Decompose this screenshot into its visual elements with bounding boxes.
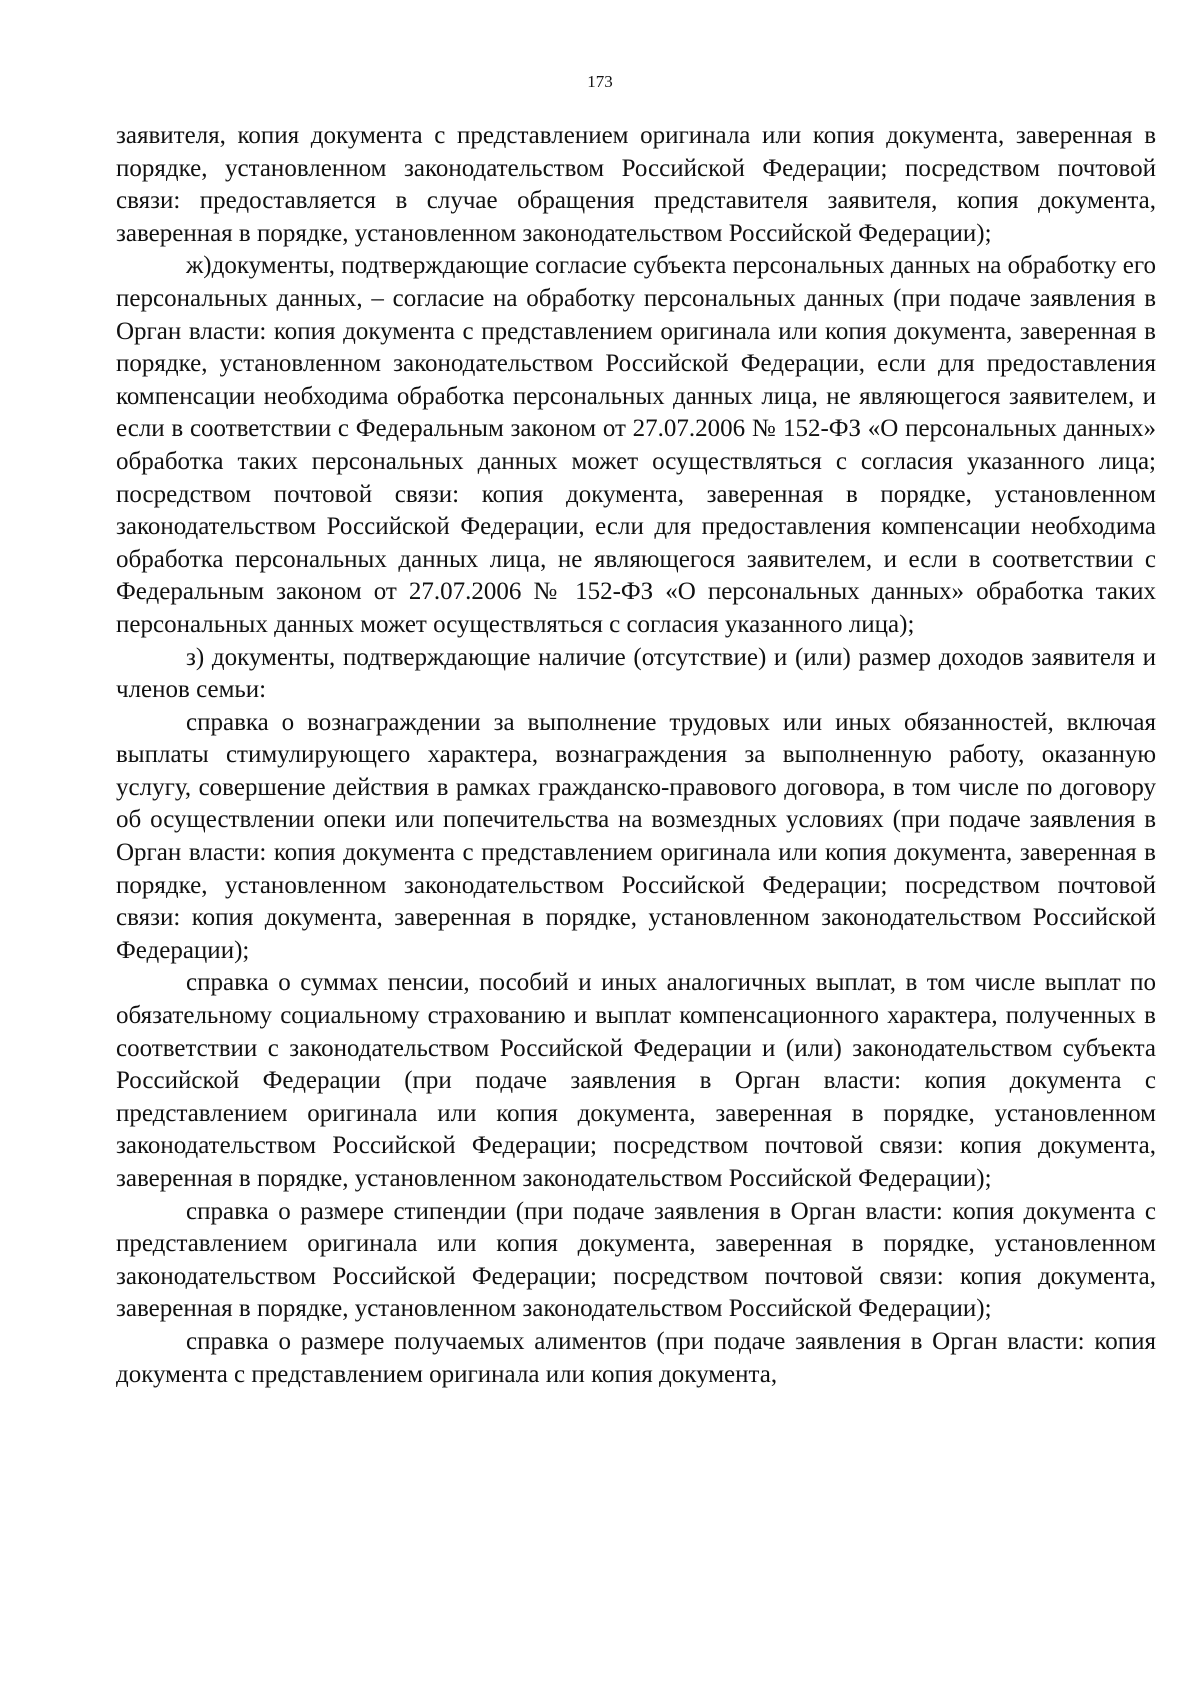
page-number: 173 [587,72,613,91]
paragraph-remuneration-certificate: справка о вознаграждении за выполнение трудовых или иных обязанностей, включая выплаты стимулирующего характера, вознаграждения за выполненную работу, оказанную услугу, совершение действия в рамках гражданско-правового договора, в том числе по договору об осуществлении опеки или попечительства на возмездных условиях (при подаче заявления в Орган власти: копия документа с представлением оригинала или копия документа, заверенная в порядке, установленном законодательством Российской Федерации; посредством почтовой связи: копия документа, заверенная в порядке, установленном законодательством Российской Федерации); [116,708,1156,964]
paragraph-item-zh: ж)документы, подтверждающие согласие субъекта персональных данных на обработку его персональных данных, – согласие на обработку персональных данных (при подаче заявления в Орган власти: копия документа с представлением оригинала или копия документа, заверенная в порядке, установленном законодательством Российской Федерации, если для предоставления компенсации необходима обработка персональных данных лица, не являющегося заявителем, и если в соответствии с Федеральным законом от 27.07.2006 № 152-ФЗ «О персональных данных» обработка таких персональных данных может осуществляться с согласия указанного лица; посредством почтовой связи: копия документа, заверенная в порядке, установленном законодательством Российской Федерации, если для предоставления компенсации необходима обработка персональных данных лица, не являющегося заявителем, и если в соответствии с Федеральным законом от 27.07.2006 № 152-ФЗ «О персональных данных» обработка таких персональных данных может осуществляться с согласия указанного лица); [116,252,1156,638]
paragraph-pension-certificate: справка о суммах пенсии, пособий и иных аналогичных выплат, в том числе выплат по обязательному социальному страхованию и выплат компенсационного характера, полученных в соответствии с законодательством Российской Федерации и (или) законодательством субъекта Российской Федерации (при подаче заявления в Орган власти: копия документа с представлением оригинала или копия документа, заверенная в порядке, установленном законодательством Российской Федерации; посредством почтовой связи: копия документа, заверенная в порядке, установленном законодательством Российской Федерации); [116,969,1156,1192]
paragraph-stipend-certificate: справка о размере стипендии (при подаче заявления в Орган власти: копия документа с представлением оригинала или копия документа, заверенная в порядке, установленном законодательством Российской Федерации; посредством почтовой связи: копия документа, заверенная в порядке, установленном законодательством Российской Федерации); [116,1197,1156,1323]
paragraph-item-z: з) документы, подтверждающие наличие (отсутствие) и (или) размер доходов заявителя и членов семьи: [116,643,1156,704]
paragraph-continuation: заявителя, копия документа с представлением оригинала или копия документа, заверенная в порядке, установленном законодательством Российской Федерации; посредством почтовой связи: предоставляется в случае обращения представителя заявителя, копия документа, заверенная в порядке, установленном законодательством Российской Федерации); [116,122,1156,247]
document-body [116,120,1156,1391]
paragraph-alimony-certificate: справка о размере получаемых алиментов (при подаче заявления в Орган власти: копия документа с представлением оригинала или копия документа, [116,1327,1156,1388]
